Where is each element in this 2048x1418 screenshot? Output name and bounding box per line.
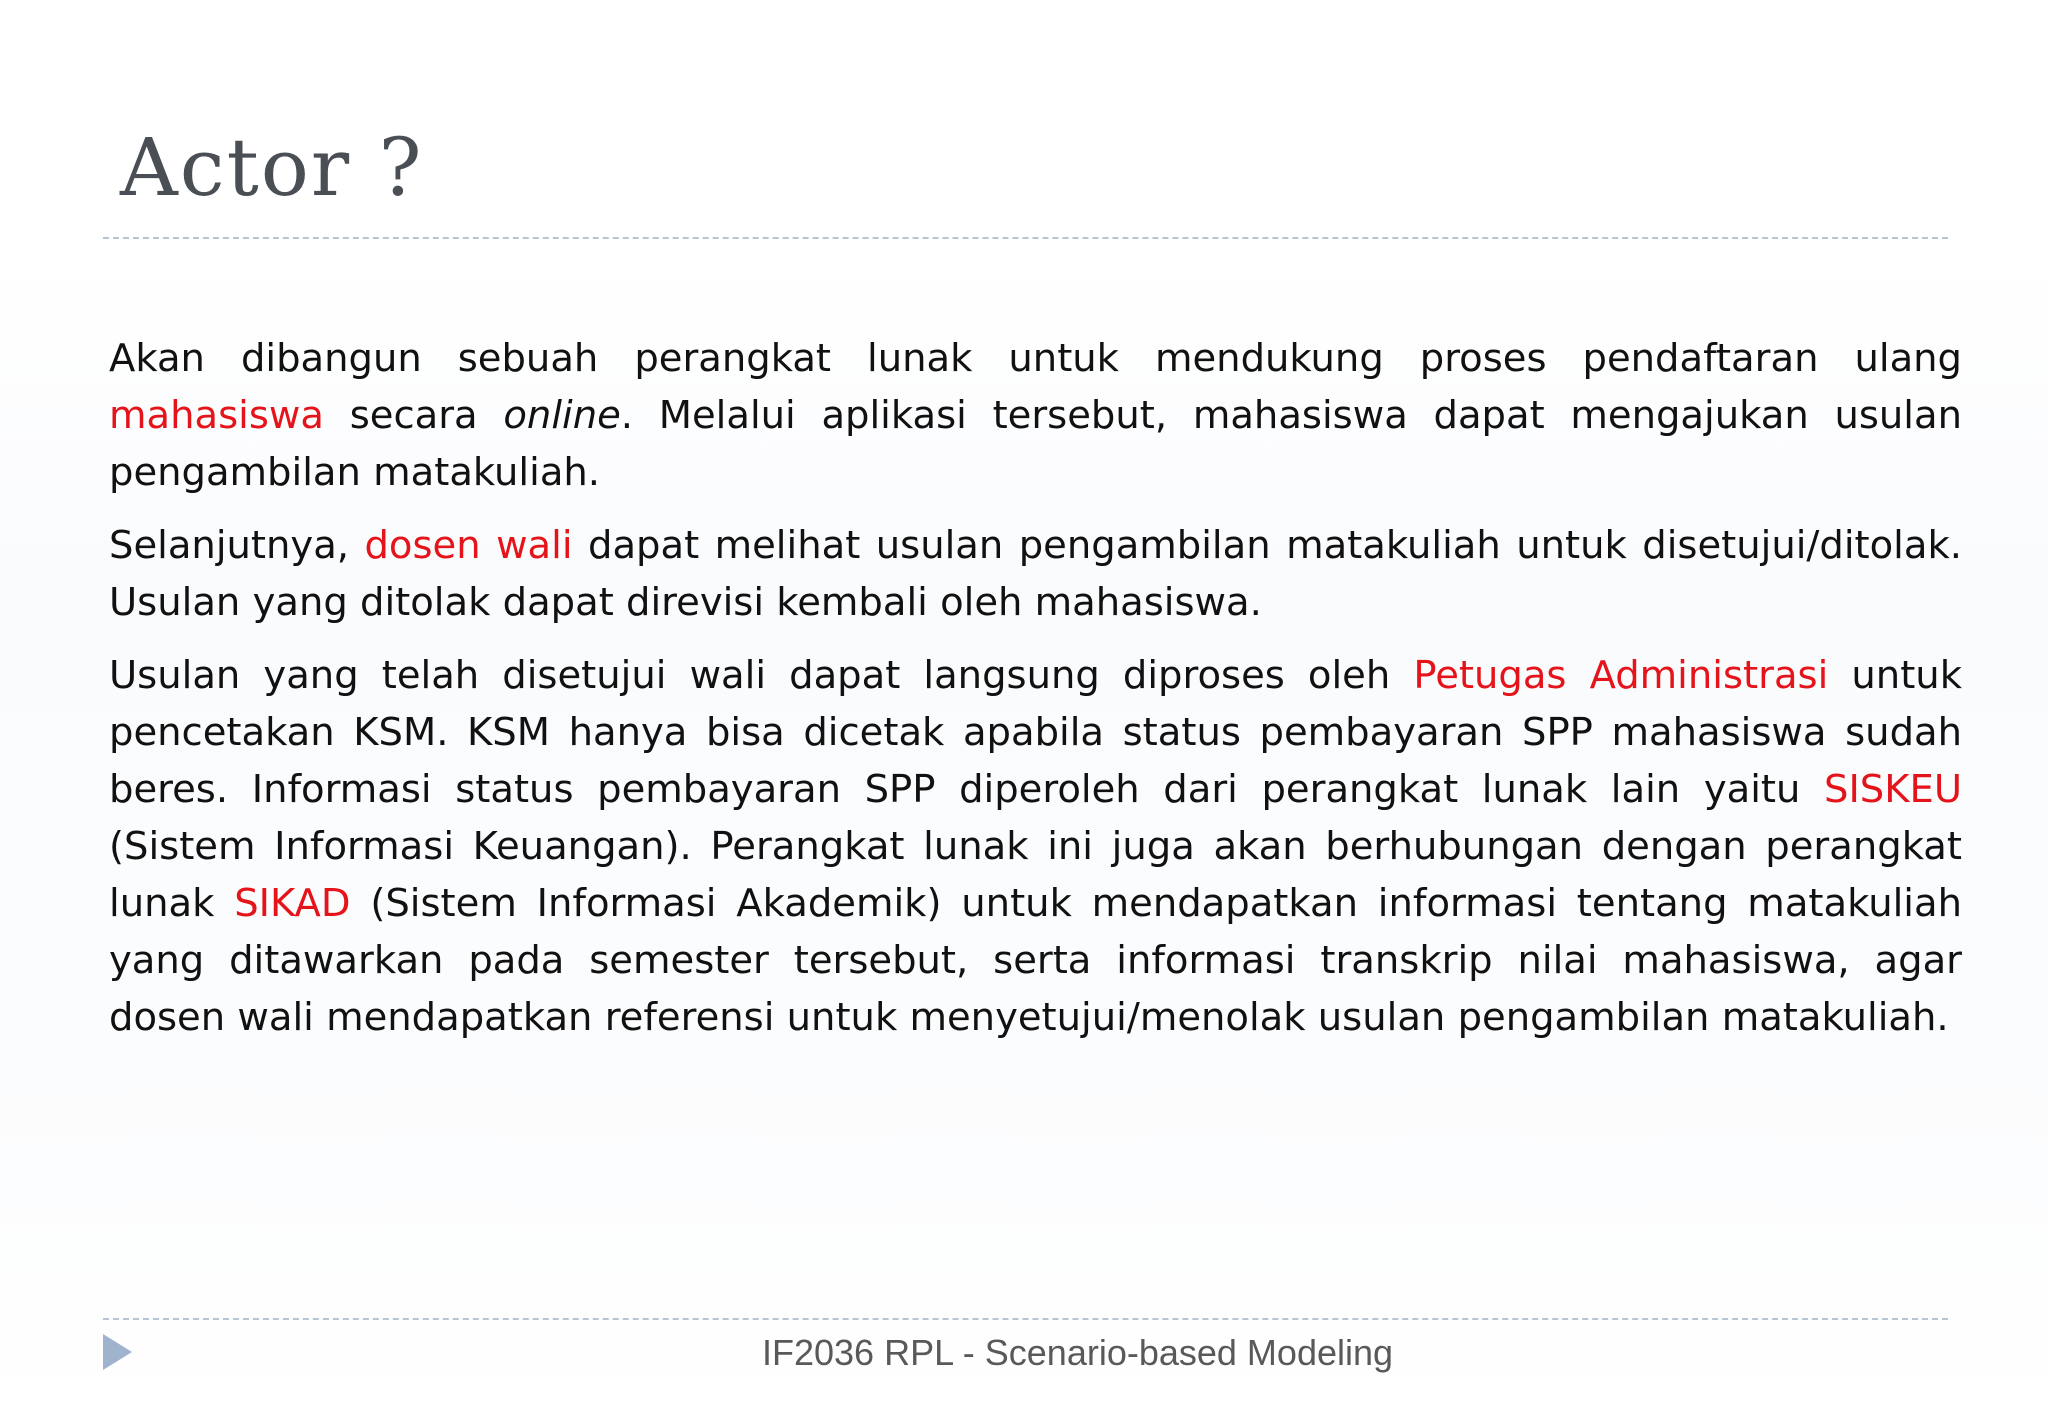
triangle-right-icon xyxy=(103,1334,132,1370)
highlight-actor-mahasiswa: mahasiswa xyxy=(109,393,324,438)
title-divider xyxy=(103,237,1948,239)
text-segment: untuk pencetakan KSM. KSM hanya bisa dicetak apabila status pembayaran SPP mahasiswa sudah beres. Informasi status pembayaran SPP diperoleh dari perangkat lunak lain yaitu xyxy=(109,653,1962,812)
slide-title: Actor ? xyxy=(120,121,424,214)
text-segment: Akan dibangun sebuah perangkat lunak untuk mendukung proses pendaftaran ulang xyxy=(109,336,1962,381)
text-segment: (Sistem Informasi Keuangan). Perangkat lunak ini juga akan berhubungan dengan perangkat lunak xyxy=(109,824,1962,926)
highlight-actor-dosen-wali: dosen wali xyxy=(364,523,573,568)
highlight-actor-petugas-administrasi: Petugas Administrasi xyxy=(1413,653,1829,698)
paragraph-2 xyxy=(109,517,1962,631)
text-segment: Selanjutnya, xyxy=(109,523,365,568)
text-segment: . Melalui aplikasi tersebut, mahasiswa dapat mengajukan usulan pengambilan matakuliah. xyxy=(109,393,1962,495)
text-segment: Usulan yang telah disetujui wali dapat langsung diproses oleh xyxy=(109,653,1414,698)
footer-divider xyxy=(103,1318,1948,1320)
text-segment: secara xyxy=(323,393,504,438)
text-segment: (Sistem Informasi Akademik) untuk mendapatkan informasi tentang matakuliah yang ditawarkan pada semester tersebut, serta informasi transkrip nilai mahasiswa, agar dosen wali mendapatkan referensi untuk menyetujui/menolak usulan pengambilan matakuliah. xyxy=(109,881,1962,1040)
highlight-actor-siskeu: SISKEU xyxy=(1824,767,1962,812)
footer-course-label: IF2036 RPL - Scenario-based Modeling xyxy=(762,1332,1394,1373)
paragraph-3 xyxy=(109,647,1962,1046)
emphasis-online: online xyxy=(503,393,621,438)
text-segment: dapat melihat usulan pengambilan matakuliah untuk disetujui/ditolak. Usulan yang ditolak dapat direvisi kembali oleh mahasiswa. xyxy=(109,523,1963,625)
slide-body xyxy=(109,330,1962,1062)
paragraph-1 xyxy=(109,330,1962,501)
highlight-actor-sikad: SIKAD xyxy=(234,881,351,926)
